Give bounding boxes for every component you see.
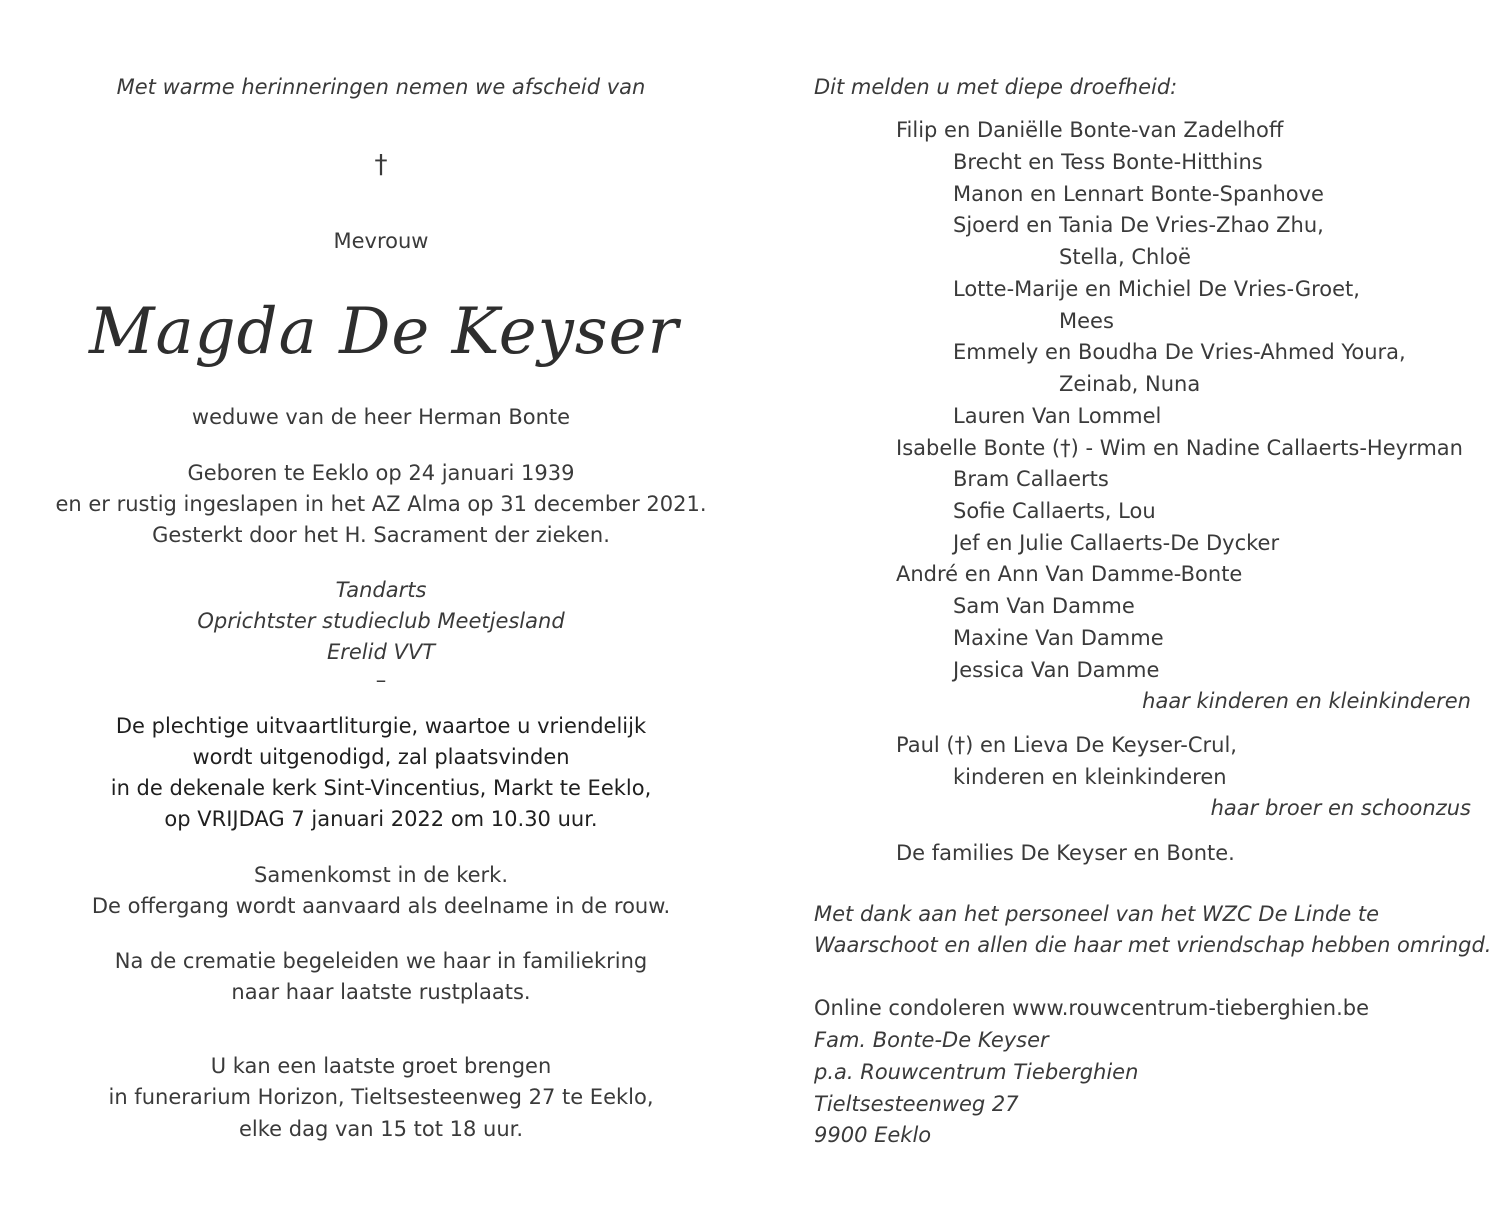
thanks-line: Met dank aan het personeel van het WZC De Linde te — [814, 902, 1380, 926]
family-line: Stella, Chloë — [1059, 245, 1191, 269]
family-line: Jef en Julie Callaerts-De Dycker — [953, 531, 1280, 555]
funeral-line: wordt uitgenodigd, zal plaatsvinden — [192, 745, 570, 769]
online-condolence: Online condoleren www.rouwcentrum-tieberghien.be — [814, 996, 1370, 1020]
separator-dash: – — [375, 668, 387, 692]
funeral-line: De plechtige uitvaartliturgie, waartoe u vriendelijk — [115, 714, 647, 738]
family-line: Jessica Van Damme — [953, 658, 1160, 682]
family-line: Sofie Callaerts, Lou — [953, 499, 1156, 523]
family-line: Manon en Lennart Bonte-Spanhove — [953, 182, 1324, 206]
deceased-name: Magda De Keyser — [88, 295, 680, 369]
address-line: Fam. Bonte-De Keyser — [814, 1028, 1049, 1052]
address-line: p.a. Rouwcentrum Tieberghien — [814, 1060, 1139, 1084]
mourners-intro: Dit melden u met diepe droefheid: — [814, 75, 1178, 99]
birth-line: en er rustig ingeslapen in het AZ Alma op 31 december 2021. — [55, 492, 707, 516]
family-line: Sjoerd en Tania De Vries-Zhao Zhu, — [953, 213, 1324, 237]
brother-label: haar broer en schoonzus — [1210, 796, 1471, 820]
family-line: Lotte-Marije en Michiel De Vries-Groet, — [953, 277, 1360, 301]
family-line: Lauren Van Lommel — [953, 404, 1162, 428]
families-line: De families De Keyser en Bonte. — [896, 841, 1235, 865]
address-line: 9900 Eeklo — [814, 1123, 932, 1147]
title-line: Oprichtster studieclub Meetjesland — [197, 609, 565, 633]
brother-line: Paul (†) en Lieva De Keyser-Crul, — [896, 733, 1237, 757]
cremation-line: Na de crematie begeleiden we haar in familiekring — [114, 949, 648, 973]
birth-line: Geboren te Eeklo op 24 januari 1939 — [187, 461, 575, 485]
visit-line: in funerarium Horizon, Tieltsesteenweg 27 te Eeklo, — [108, 1085, 654, 1109]
family-line: Sam Van Damme — [953, 594, 1135, 618]
funeral-line: op VRIJDAG 7 januari 2022 om 10.30 uur. — [164, 807, 598, 831]
thanks-line: Waarschoot en allen die haar met vriendschap hebben omringd. — [814, 933, 1492, 957]
family-line: Brecht en Tess Bonte-Hitthins — [953, 150, 1263, 174]
visit-line: U kan een laatste groet brengen — [210, 1054, 552, 1078]
cremation-line: naar haar laatste rustplaats. — [231, 980, 531, 1004]
family-line: Isabelle Bonte (†) - Wim en Nadine Callaerts-Heyrman — [896, 436, 1463, 460]
family-line: Mees — [1059, 309, 1114, 333]
family-line: Zeinab, Nuna — [1059, 372, 1201, 396]
salutation: Mevrouw — [333, 229, 429, 253]
intro-text: Met warme herinneringen nemen we afscheid van — [116, 75, 646, 99]
birth-line: Gesterkt door het H. Sacrament der zieken. — [152, 523, 610, 547]
family-line: André en Ann Van Damme-Bonte — [896, 562, 1243, 586]
widow-line: weduwe van de heer Herman Bonte — [191, 405, 571, 429]
brother-line: kinderen en kleinkinderen — [953, 765, 1227, 789]
funeral-line: in de dekenale kerk Sint-Vincentius, Markt te Eeklo, — [110, 776, 652, 800]
address-line: Tieltsesteenweg 27 — [814, 1092, 1019, 1116]
gathering-line: De offergang wordt aanvaard als deelname in de rouw. — [91, 894, 671, 918]
family-line: Maxine Van Damme — [953, 626, 1164, 650]
title-line: Tandarts — [335, 578, 427, 602]
title-line: Erelid VVT — [326, 640, 436, 664]
family-line: Emmely en Boudha De Vries-Ahmed Youra, — [953, 340, 1406, 364]
family-line: Bram Callaerts — [953, 467, 1109, 491]
gathering-line: Samenkomst in de kerk. — [254, 863, 508, 887]
visit-line: elke dag van 15 tot 18 uur. — [238, 1117, 524, 1141]
children-label: haar kinderen en kleinkinderen — [1142, 689, 1471, 713]
cross-icon: † — [374, 150, 388, 180]
family-line: Filip en Daniëlle Bonte-van Zadelhoff — [896, 118, 1284, 142]
